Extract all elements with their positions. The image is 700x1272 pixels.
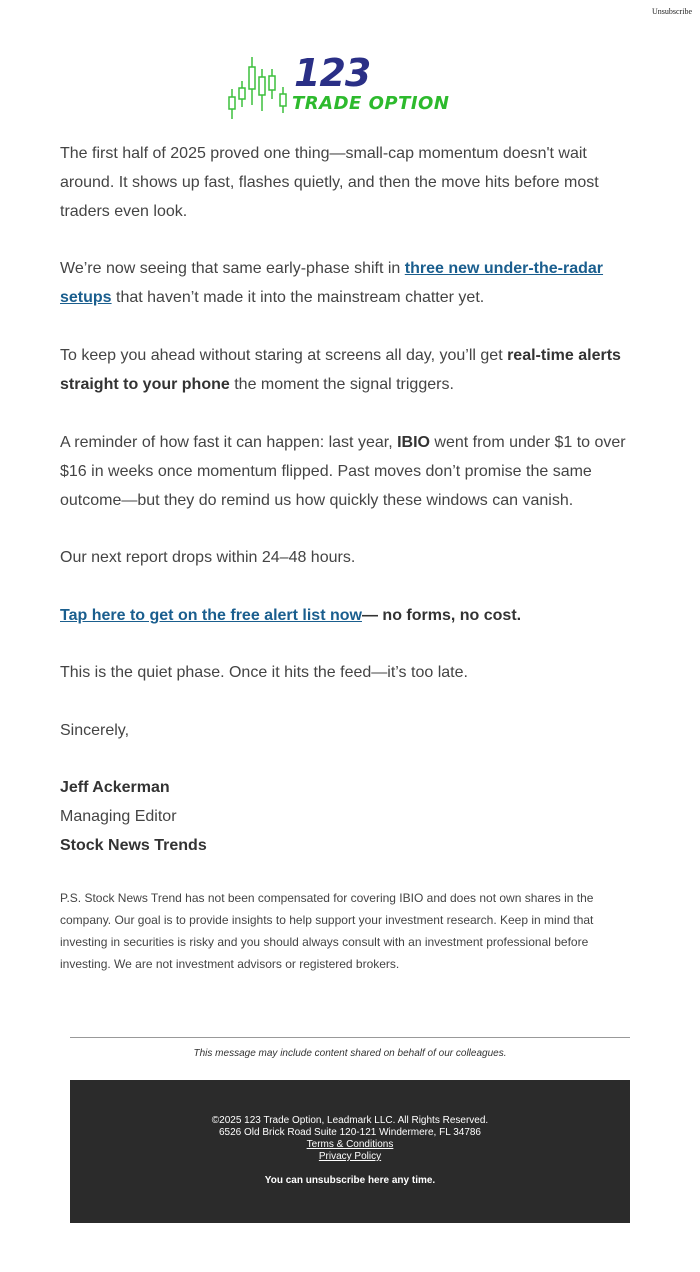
brand-logo (226, 51, 476, 121)
alerts-emphasis: real-time alerts straight to your phone (60, 347, 621, 393)
privacy-link[interactable]: Privacy Policy (318, 1151, 382, 1162)
signature-title: Managing Editor (60, 808, 177, 825)
setups-link[interactable]: three new under-the-radar setups (60, 260, 604, 306)
paragraph-quiet-phase: This is the quiet phase. Once it hits the feed—it’s too late. (60, 664, 468, 681)
paragraph-ibio (60, 428, 640, 515)
ps-disclaimer: P.S. Stock News Trend has not been compensated for covering IBIO and does not own shares in the company. Our goal is to provide insights to help support your investment research. Keep in mind that investing in securities is risky and you should always consult with an investment professional before investing. We are not investment advisors or registered brokers. (60, 891, 594, 971)
text: A reminder of how fast it can happen: last year, (60, 434, 398, 451)
terms-link[interactable]: Terms & Conditions (306, 1139, 394, 1150)
logo-number: 123 (294, 51, 371, 95)
text: the moment the signal triggers. (229, 376, 454, 393)
text: To keep you ahead without staring at screens all day, you’ll get (60, 347, 508, 364)
candlestick-icon (226, 55, 290, 121)
ticker-emphasis: IBIO (397, 434, 430, 451)
unsubscribe-link[interactable]: Unsubscribe (652, 7, 692, 16)
footer-address: 6526 Old Brick Road Suite 120-121 Windermere, FL 34786 (219, 1127, 481, 1138)
signature (60, 773, 640, 860)
paragraph-alerts (60, 341, 640, 399)
signoff: Sincerely, (60, 722, 130, 739)
footer (70, 1080, 630, 1223)
paragraph-cta (60, 601, 640, 630)
signature-company: Stock News Trends (60, 837, 207, 854)
cta-tagline: — no forms, no cost. (361, 607, 522, 624)
paragraph-next-report: Our next report drops within 24–48 hours. (60, 549, 356, 566)
footer-unsubscribe[interactable]: You can unsubscribe here any time. (264, 1175, 436, 1186)
alert-list-link[interactable]: Tap here to get on the free alert list now (60, 607, 362, 624)
signature-name: Jeff Ackerman (60, 779, 170, 796)
colleagues-note: This message may include content shared on behalf of our colleagues. (193, 1048, 507, 1059)
divider (70, 1037, 630, 1038)
email-body (60, 139, 640, 860)
text: went from under $1 to over $16 in weeks once momentum flipped. Past moves don’t promise the same outcome—but they do remind us how quickly these windows can vanish. (60, 434, 626, 509)
logo-wordmark: TRADE OPTION (292, 93, 450, 114)
paragraph-intro: The first half of 2025 proved one thing—small-cap momentum doesn't wait around. It shows up fast, flashes quietly, and then the move hits before most traders even look. (60, 145, 599, 220)
paragraph-setups (60, 254, 640, 312)
footer-copyright: ©2025 123 Trade Option, Leadmark LLC. All Rights Reserved. (211, 1115, 489, 1126)
text: We’re now seeing that same early-phase shift in (60, 260, 405, 277)
text: that haven’t made it into the mainstream chatter yet. (111, 289, 485, 306)
